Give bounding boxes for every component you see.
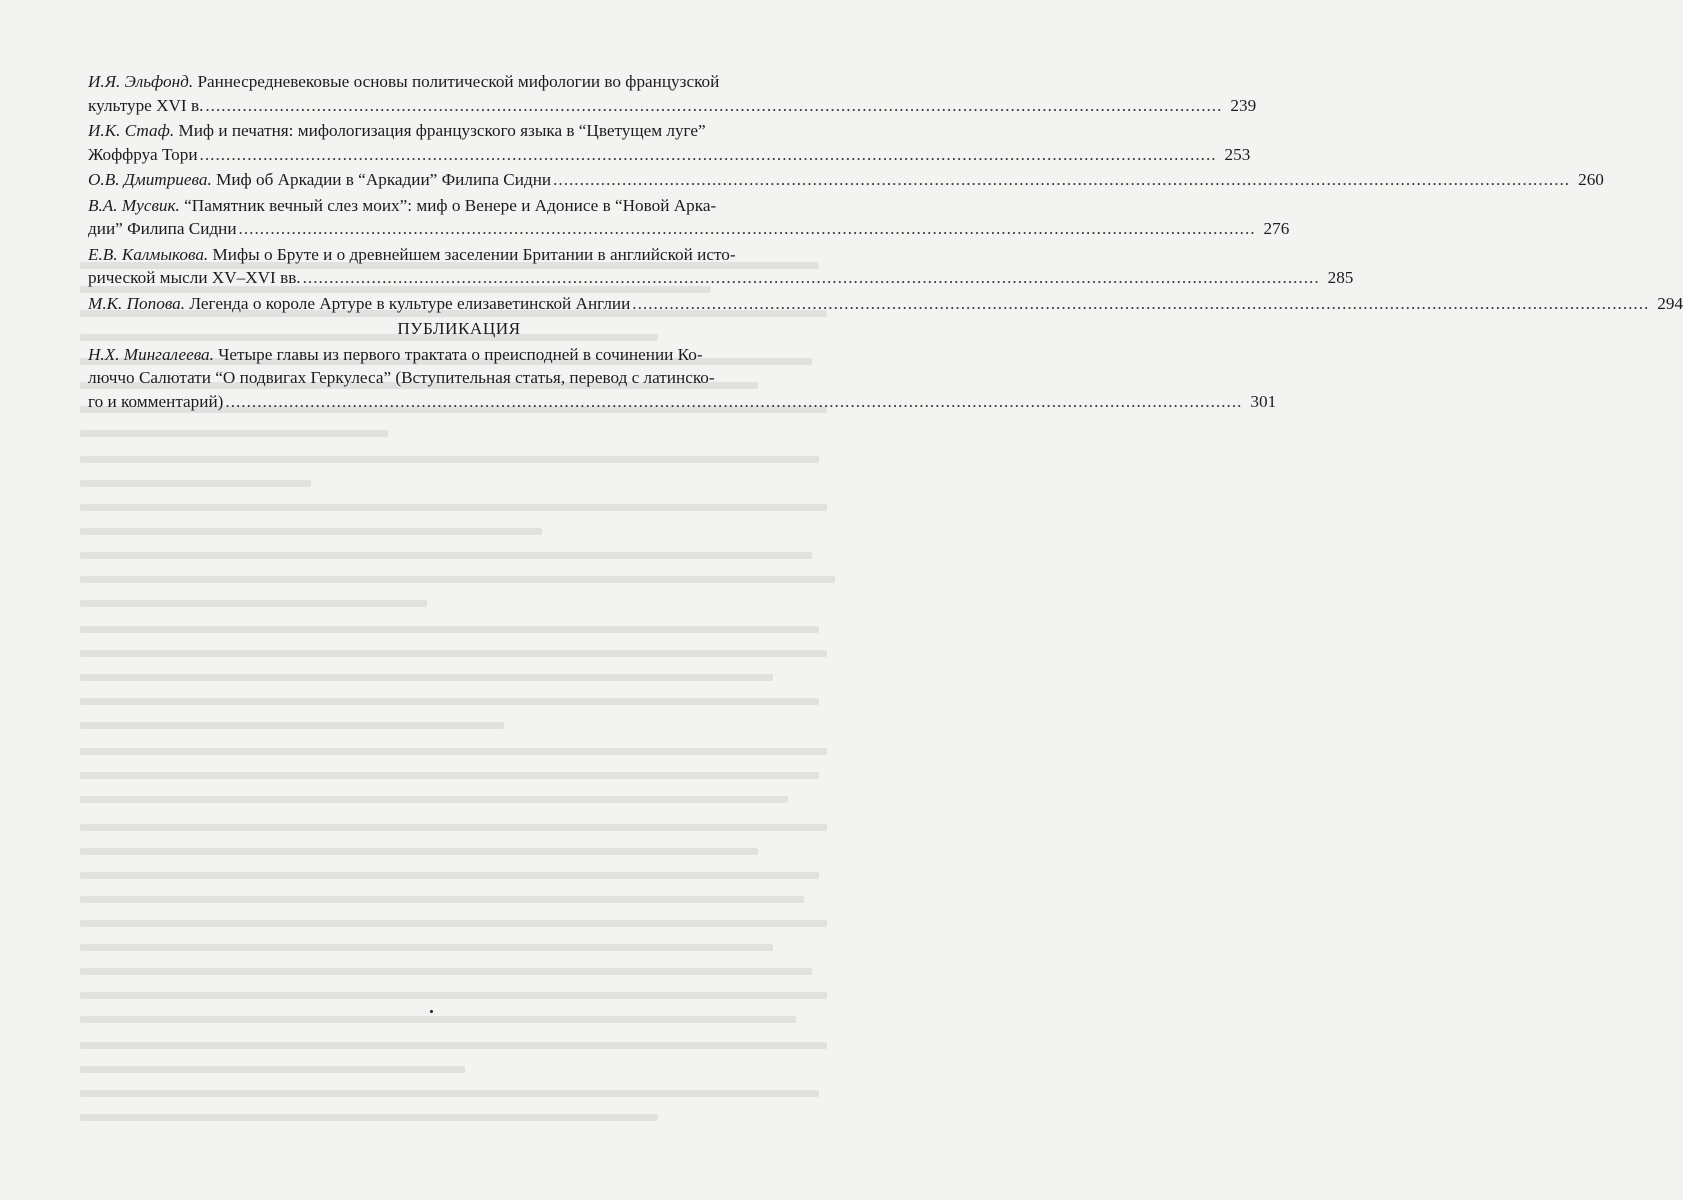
dot-leader: ................................................................................................................................................................................................ bbox=[632, 293, 1650, 313]
entry-title-continuation: культуре XVI в. bbox=[88, 95, 204, 115]
toc-entry bbox=[88, 194, 1290, 241]
page-number: 301 bbox=[1250, 391, 1277, 411]
toc-entry-first-line bbox=[88, 243, 830, 267]
entry-author: Е.В. Калмыкова. bbox=[88, 244, 209, 264]
entry-title: Миф об Аркадии в “Аркадии” Филипа Сидни bbox=[216, 170, 552, 189]
toc-entry-last-line bbox=[88, 143, 1251, 167]
entry-author: В.А. Мусвик. bbox=[88, 195, 180, 215]
ink-speck bbox=[430, 1010, 433, 1013]
toc-entry bbox=[88, 292, 1683, 316]
page-number: 285 bbox=[1327, 268, 1354, 287]
entry-title-continuation: люччо Салютати “О подвигах Геркулеса” (Вступительная статья, перевод с латинско- bbox=[88, 368, 715, 387]
entry-title: Легенда о короле Артуре в культуре елизаветинской Англии bbox=[189, 293, 631, 313]
toc-entry-last-line bbox=[88, 217, 1290, 241]
page-number: 294 bbox=[1657, 293, 1683, 313]
toc-entry-first-line bbox=[88, 119, 830, 143]
table-of-contents bbox=[88, 70, 1683, 415]
entry-title: Миф и печатня: мифологизация французского языка в “Цветущем луге” bbox=[178, 121, 706, 140]
entry-author: И.К. Стаф. bbox=[88, 121, 175, 140]
toc-entry bbox=[88, 243, 1354, 290]
toc-entry-line bbox=[88, 292, 1683, 316]
toc-entry bbox=[88, 343, 1277, 414]
entry-title: Четыре главы из первого трактата о преисподней в сочинении Ко- bbox=[218, 344, 703, 364]
page-number: 276 bbox=[1263, 219, 1290, 238]
entry-title-continuation: Жоффруа Тори bbox=[88, 144, 198, 164]
toc-entry-first-line bbox=[88, 70, 830, 94]
section-heading: ПУБЛИКАЦИЯ bbox=[397, 319, 521, 338]
dot-leader: ................................................................................................................................................................................................ bbox=[205, 95, 1223, 115]
toc-entry-last-line bbox=[88, 390, 1277, 414]
entry-title: Мифы о Бруте и о древнейшем заселении Британии в английской исто- bbox=[212, 244, 736, 264]
page-number: 239 bbox=[1230, 95, 1257, 115]
toc-entry-first-line bbox=[88, 194, 830, 218]
entry-text bbox=[88, 292, 630, 316]
entry-title-continuation: го и комментарий) bbox=[88, 391, 224, 411]
dot-leader: ................................................................................................................................................................................................ bbox=[199, 144, 1217, 164]
entry-author: М.К. Попова. bbox=[88, 293, 186, 313]
page-number: 253 bbox=[1224, 144, 1251, 164]
toc-entry bbox=[88, 70, 1257, 117]
toc-entry-first-line bbox=[88, 343, 830, 367]
toc-entry bbox=[88, 168, 1604, 192]
entry-title: “Памятник вечный слез моих”: миф о Венере и Адонисе в “Новой Арка- bbox=[184, 195, 717, 215]
dot-leader: ................................................................................................................................................................................................ bbox=[238, 219, 1256, 238]
dot-leader: ................................................................................................................................................................................................ bbox=[553, 170, 1571, 189]
entry-author: Н.Х. Мингалеева. bbox=[88, 344, 214, 364]
entry-author: О.В. Дмитриева. bbox=[88, 170, 212, 189]
toc-entry-line bbox=[88, 168, 1604, 192]
entry-title: Раннесредневековые основы политической мифологии во французской bbox=[197, 72, 720, 91]
toc-entry-middle-line bbox=[88, 366, 830, 390]
entry-title-continuation: рической мысли XV–XVI вв. bbox=[88, 268, 301, 287]
entry-text bbox=[88, 168, 551, 192]
page-number: 260 bbox=[1578, 170, 1604, 189]
dot-leader: ................................................................................................................................................................................................ bbox=[302, 268, 1320, 287]
entry-author: И.Я. Эльфонд. bbox=[88, 72, 194, 91]
dot-leader: ................................................................................................................................................................................................ bbox=[225, 391, 1243, 411]
toc-entry-last-line bbox=[88, 266, 1354, 290]
entry-title-continuation: дии” Филипа Сидни bbox=[88, 219, 237, 238]
toc-entry-last-line bbox=[88, 94, 1257, 118]
toc-entry bbox=[88, 119, 1251, 166]
